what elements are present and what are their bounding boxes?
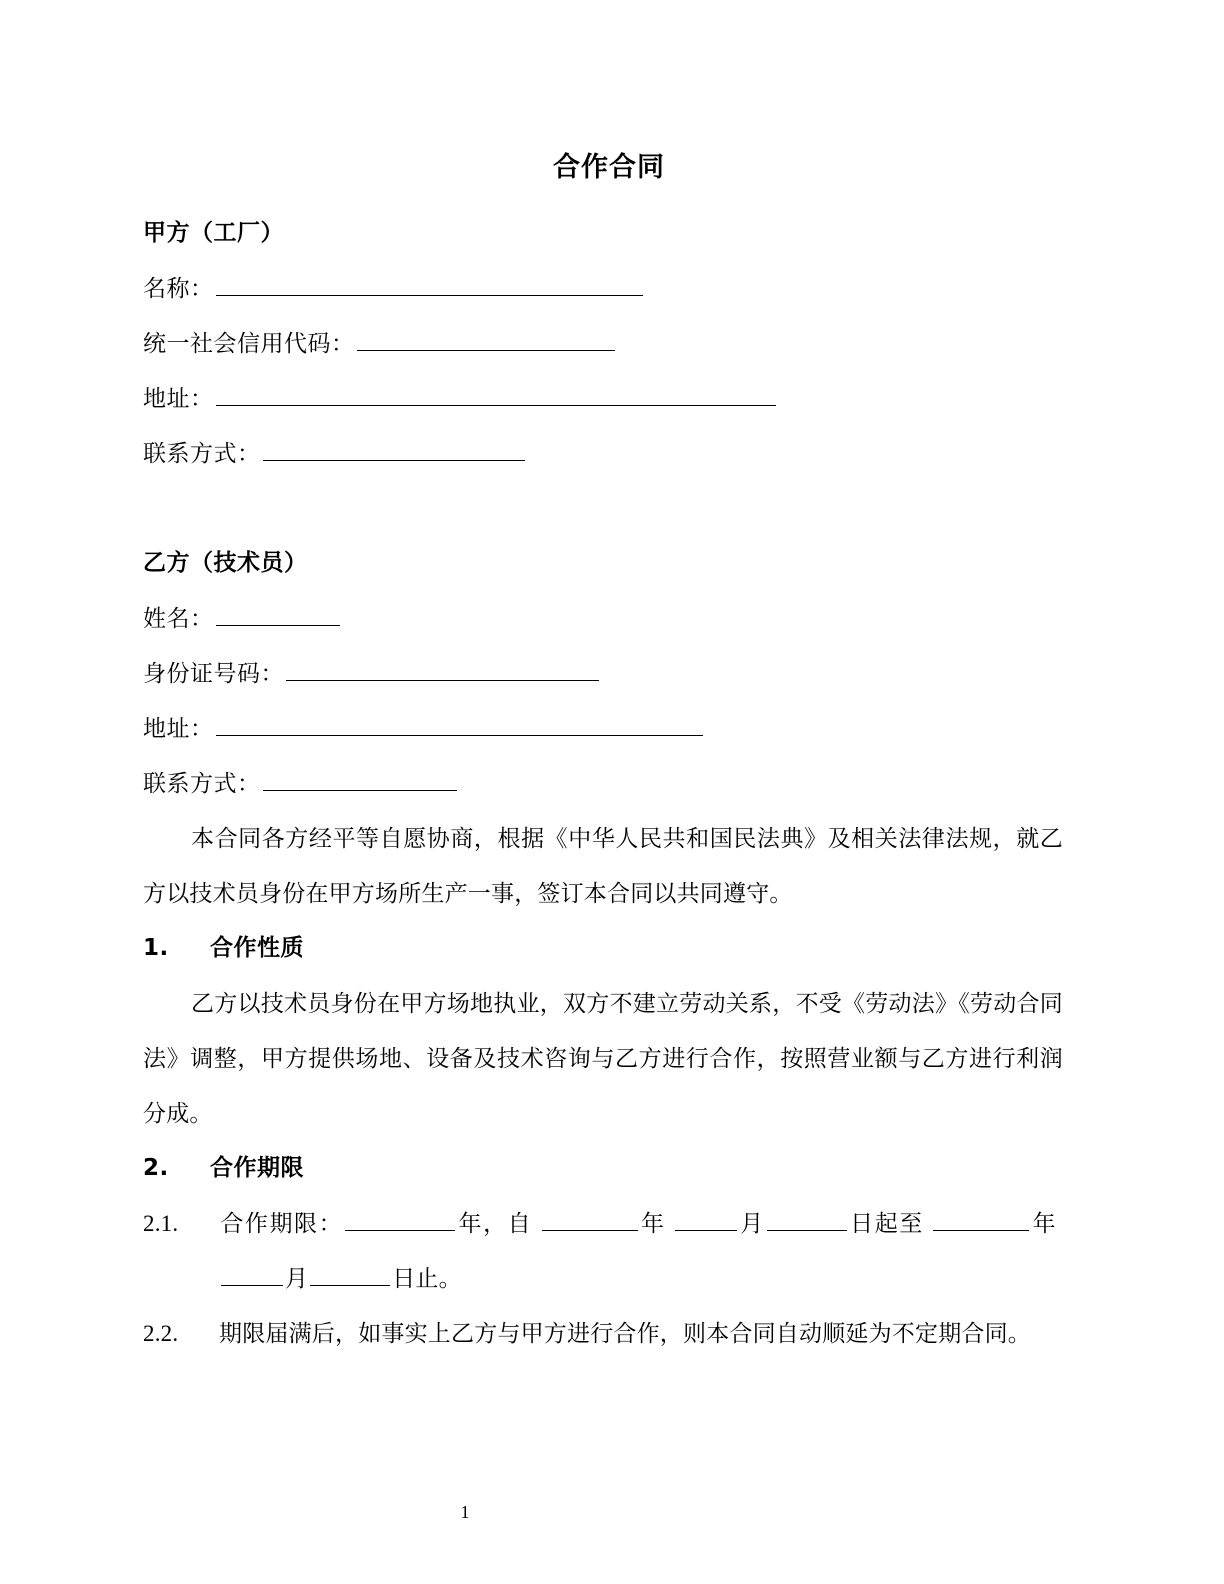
fill-in-blank[interactable] xyxy=(216,273,643,296)
fill-in-blank[interactable] xyxy=(263,438,525,461)
clause-text: 日起至 xyxy=(848,1211,924,1236)
field-label: 联系方式： xyxy=(143,441,261,466)
fill-in-blank-start-month[interactable] xyxy=(675,1208,737,1231)
field-row-party-b-contact xyxy=(143,756,1063,811)
field-label: 地址： xyxy=(143,386,214,411)
fill-in-blank-end-day[interactable] xyxy=(310,1263,390,1286)
party-b-heading: 乙方（技术员） xyxy=(143,550,308,576)
field-row-party-b-address xyxy=(143,701,1063,756)
fill-in-blank-start-day[interactable] xyxy=(767,1208,847,1231)
clause-text: 日止。 xyxy=(392,1266,462,1291)
section-heading-2 xyxy=(143,1141,1063,1196)
fill-in-blank[interactable] xyxy=(263,768,457,791)
field-label: 姓名： xyxy=(143,606,214,631)
field-row-party-b-name xyxy=(143,591,1063,646)
section-1-paragraph: 乙方以技术员身份在甲方场地执业，双方不建立劳动关系，不受《劳动法》《劳动合同法》调整，甲方提供场地、设备及技术咨询与乙方进行合作，按照营业额与乙方进行利润分成。 xyxy=(143,991,1063,1126)
clause-text: 月 xyxy=(285,1266,309,1291)
fill-in-blank[interactable] xyxy=(216,713,703,736)
fill-in-blank[interactable] xyxy=(216,603,340,626)
clause-text: 年 xyxy=(1031,1211,1058,1236)
fill-in-blank-start-year[interactable] xyxy=(542,1208,638,1231)
field-label: 名称： xyxy=(143,276,214,301)
page-title: 合作合同 xyxy=(553,152,665,183)
fill-in-blank[interactable] xyxy=(286,658,599,681)
page-number-footer: 1 xyxy=(460,1502,470,1522)
field-row-party-a-credit-code xyxy=(143,316,1063,371)
field-label: 身份证号码： xyxy=(143,661,284,686)
clause-text: 月 xyxy=(738,1211,765,1236)
section-heading-1 xyxy=(143,921,1063,976)
clause-number: 2.2. xyxy=(143,1321,179,1346)
section-title: 合作期限 xyxy=(210,1155,304,1181)
clause-text: 年，自 xyxy=(457,1211,533,1236)
fill-in-blank-end-year[interactable] xyxy=(933,1208,1029,1231)
clause-text: 期限届满后，如事实上乙方与甲方进行合作，则本合同自动顺延为不定期合同。 xyxy=(219,1321,1031,1346)
field-label: 统一社会信用代码： xyxy=(143,331,355,356)
fill-in-blank[interactable] xyxy=(357,328,615,351)
field-row-party-a-contact xyxy=(143,426,1063,481)
fill-in-blank-end-month[interactable] xyxy=(221,1263,283,1286)
section-number: 1. xyxy=(143,935,169,961)
clause-2-2 xyxy=(143,1306,1063,1361)
field-row-party-a-address xyxy=(143,371,1063,426)
clause-number: 2.1. xyxy=(143,1211,179,1236)
field-row-party-b-id-number xyxy=(143,646,1063,701)
fill-in-blank[interactable] xyxy=(216,383,776,406)
fill-in-blank-term-years[interactable] xyxy=(345,1208,455,1231)
clause-2-1 xyxy=(143,1196,1063,1306)
block-spacer xyxy=(143,481,1063,536)
field-label: 联系方式： xyxy=(143,771,261,796)
field-label: 地址： xyxy=(143,716,214,741)
clause-text: 合作期限： xyxy=(219,1211,344,1236)
party-a-block xyxy=(143,206,1063,481)
section-number: 2. xyxy=(143,1155,169,1181)
party-a-heading: 甲方（工厂） xyxy=(143,220,284,246)
section-title: 合作性质 xyxy=(210,935,304,961)
party-b-block xyxy=(143,536,1063,811)
clause-text: 年 xyxy=(639,1211,666,1236)
field-row-party-a-name xyxy=(143,261,1063,316)
preamble-paragraph: 本合同各方经平等自愿协商，根据《中华人民共和国民法典》及相关法律法规，就乙方以技术员身份在甲方场所生产一事，签订本合同以共同遵守。 xyxy=(143,826,1063,906)
document-body xyxy=(143,148,1063,1361)
